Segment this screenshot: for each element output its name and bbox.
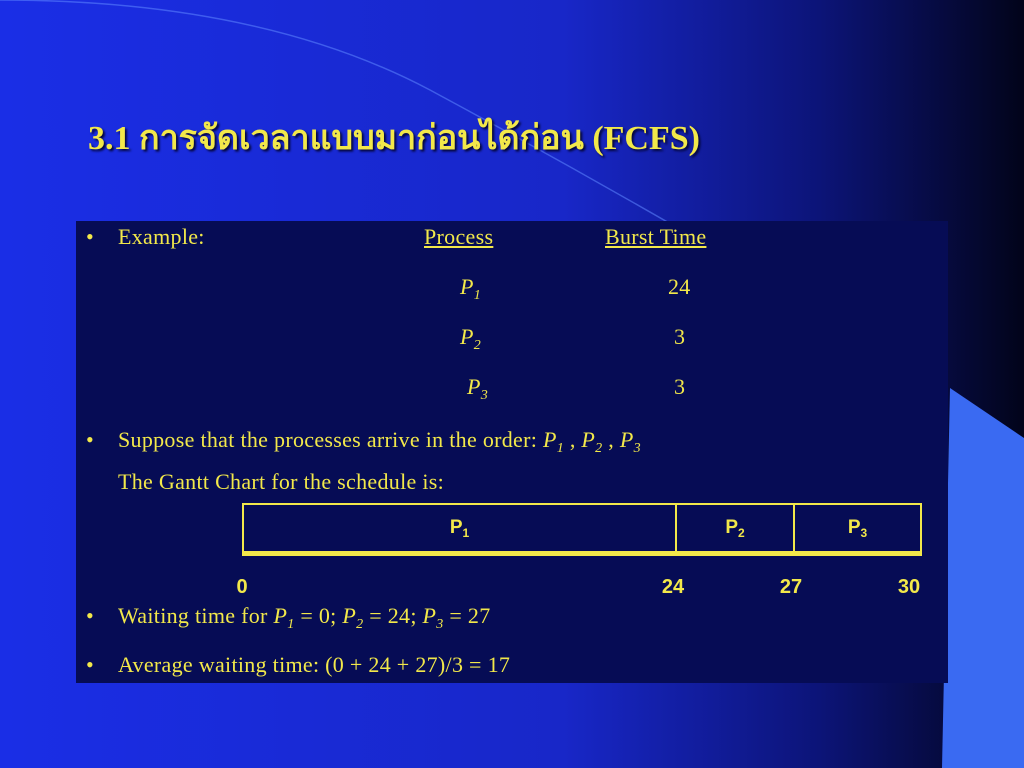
gantt-tick-label: 24	[661, 576, 685, 598]
gantt-tick-label: 30	[897, 576, 921, 598]
average-waiting-text: Average waiting time: (0 + 24 + 27)/3 = 17	[118, 652, 511, 677]
bullet-average: •	[86, 652, 94, 677]
burst-cell: 24	[668, 274, 691, 299]
process-cell: $P_3$	[467, 374, 489, 403]
gantt-segment-p3: P 3	[793, 503, 922, 553]
bullet-example: •	[86, 224, 94, 249]
slide-title: 3.1 การจัดเวลาแบบมาก่อนได้ก่อน (FCFS)	[88, 120, 700, 157]
burst-cell: 3	[674, 324, 686, 349]
gantt-tick-label: 0	[236, 576, 248, 598]
process-cell: $P_1$	[460, 274, 482, 303]
gantt-baseline	[242, 553, 922, 556]
example-label: Example:	[118, 224, 205, 249]
process-column-header: Process	[424, 224, 494, 249]
gantt-intro-text: The Gantt Chart for the schedule is:	[118, 469, 445, 494]
bullet-order: •	[86, 427, 94, 452]
arrival-order-text: Suppose that the processes arrive in the order: $P_1$ , $P_2$ , $P_3$	[118, 427, 641, 456]
gantt-tick-label: 27	[779, 576, 803, 598]
burst-cell: 3	[674, 374, 686, 399]
process-cell: $P_2$	[460, 324, 482, 353]
waiting-time-text: Waiting time for $P_1 = 0$; $P_2 = 24$; $P_3 = 27$	[118, 603, 491, 632]
bullet-waiting: •	[86, 603, 94, 628]
gantt-segment-p2: P 2	[675, 503, 793, 553]
gantt-segment-p1: P 1	[242, 503, 675, 553]
burst-time-column-header: Burst Time	[605, 224, 707, 249]
